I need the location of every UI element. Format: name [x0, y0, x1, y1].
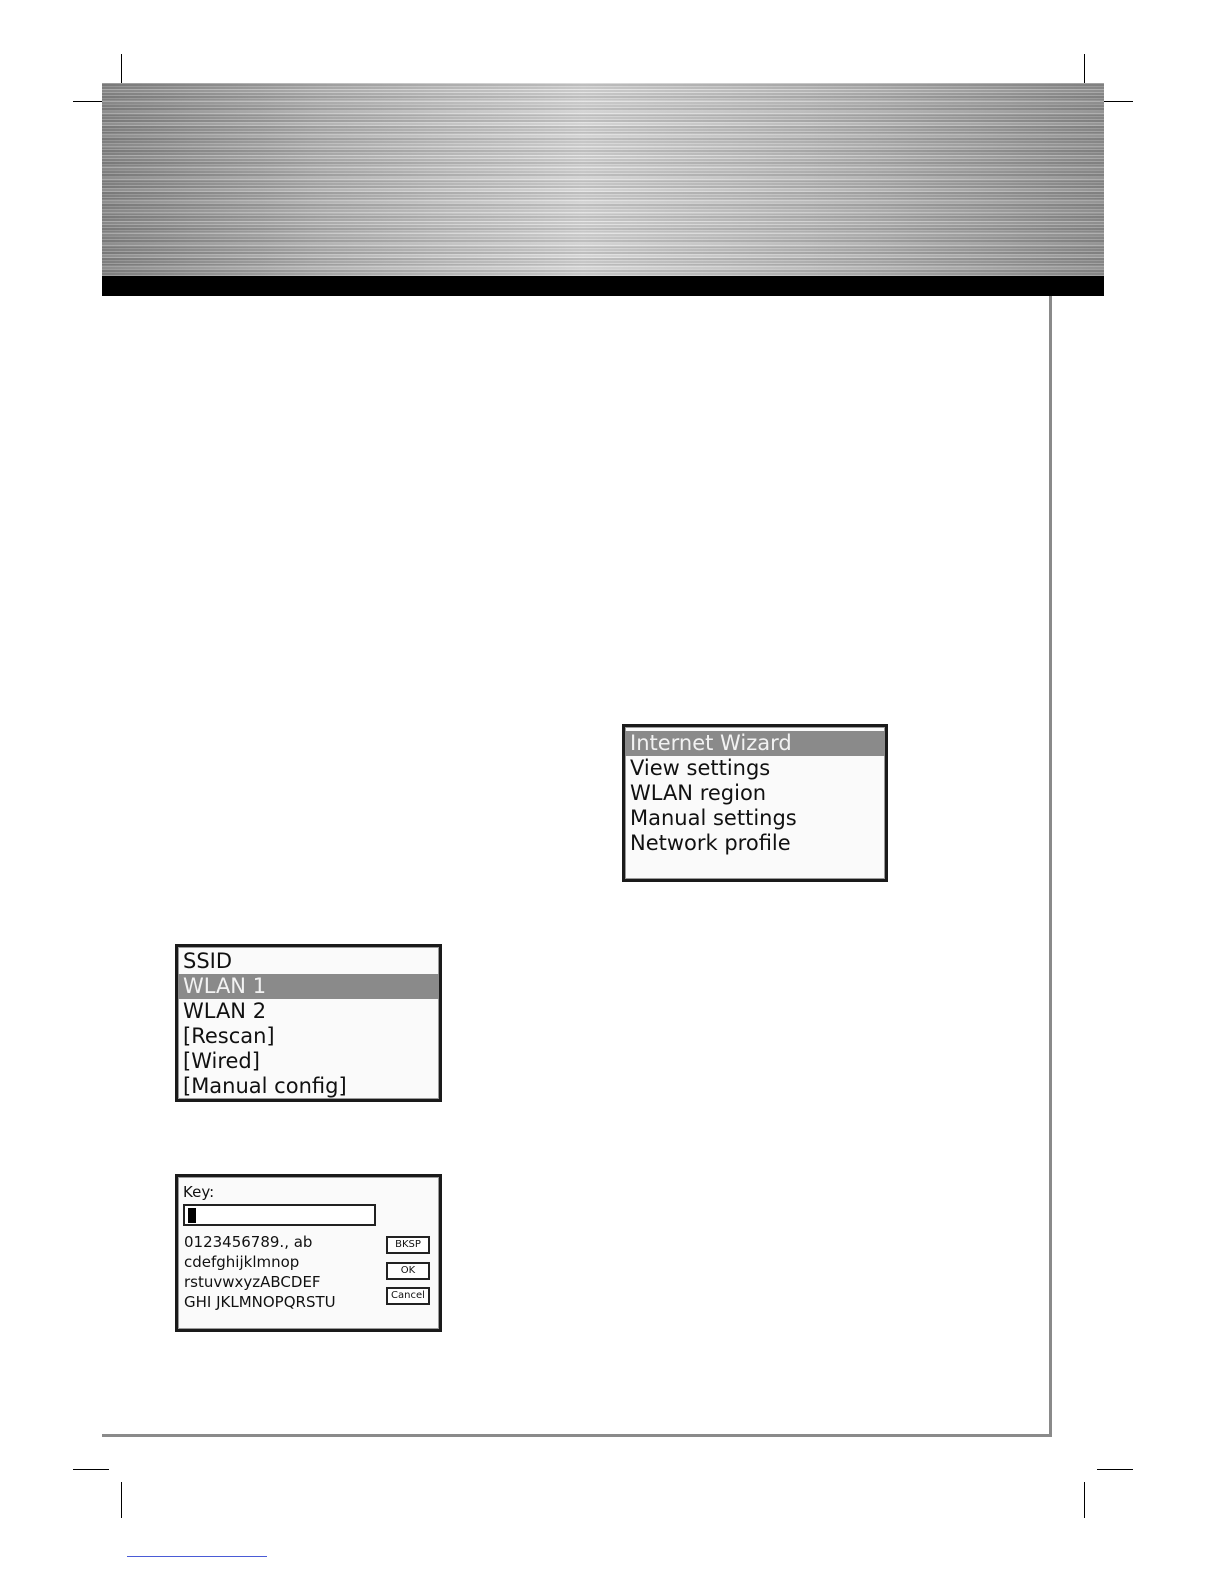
cancel-button[interactable]: Cancel: [386, 1287, 430, 1305]
charset-row[interactable]: GHI JKLMNOPQRSTU: [184, 1293, 336, 1311]
charset-row[interactable]: cdefghijklmnop: [184, 1253, 300, 1271]
ssid-item-wired[interactable]: [Wired]: [183, 1049, 260, 1073]
page-frame-bottom: [102, 1434, 1052, 1437]
ssid-heading: SSID: [183, 949, 233, 973]
header-black-bar: [102, 276, 1104, 296]
footer-link-underline: [127, 1556, 267, 1557]
menu-item-internet-wizard[interactable]: Internet Wizard: [625, 731, 885, 756]
ssid-item-manual-config[interactable]: [Manual config]: [183, 1074, 347, 1098]
crop-mark-bottom-right-vertical: [1084, 1482, 1085, 1518]
charset-row[interactable]: rstuvwxyzABCDEF: [184, 1273, 321, 1291]
ssid-item-rescan[interactable]: [Rescan]: [183, 1024, 275, 1048]
ssid-item-wlan-2[interactable]: WLAN 2: [183, 999, 267, 1023]
backspace-button[interactable]: BKSP: [386, 1236, 430, 1254]
menu-item-wlan-region[interactable]: WLAN region: [630, 781, 767, 805]
ok-button[interactable]: OK: [386, 1262, 430, 1280]
charset-row[interactable]: 0123456789., ab: [184, 1233, 313, 1251]
character-set: [184, 1232, 336, 1312]
ssid-list: [178, 949, 439, 1099]
ssid-item-wlan-1[interactable]: WLAN 1: [178, 974, 439, 999]
page-frame-right: [1049, 296, 1052, 1437]
key-label: Key:: [183, 1183, 215, 1201]
key-input-field[interactable]: [183, 1204, 376, 1226]
menu-item-manual-settings[interactable]: Manual settings: [630, 806, 797, 830]
ssid-screen: [175, 944, 442, 1102]
network-menu-screen: [622, 724, 888, 882]
menu-item-view-settings[interactable]: View settings: [630, 756, 771, 780]
network-menu-list: [625, 731, 885, 856]
text-cursor-icon: [188, 1208, 196, 1223]
menu-item-network-profile[interactable]: Network profile: [630, 831, 791, 855]
key-entry-screen: [175, 1174, 442, 1332]
brushed-metal-header: [102, 83, 1104, 276]
crop-mark-bottom-left-vertical: [121, 1482, 122, 1518]
crop-mark-bottom-right-horizontal: [1097, 1469, 1133, 1470]
crop-mark-bottom-left-horizontal: [73, 1469, 109, 1470]
